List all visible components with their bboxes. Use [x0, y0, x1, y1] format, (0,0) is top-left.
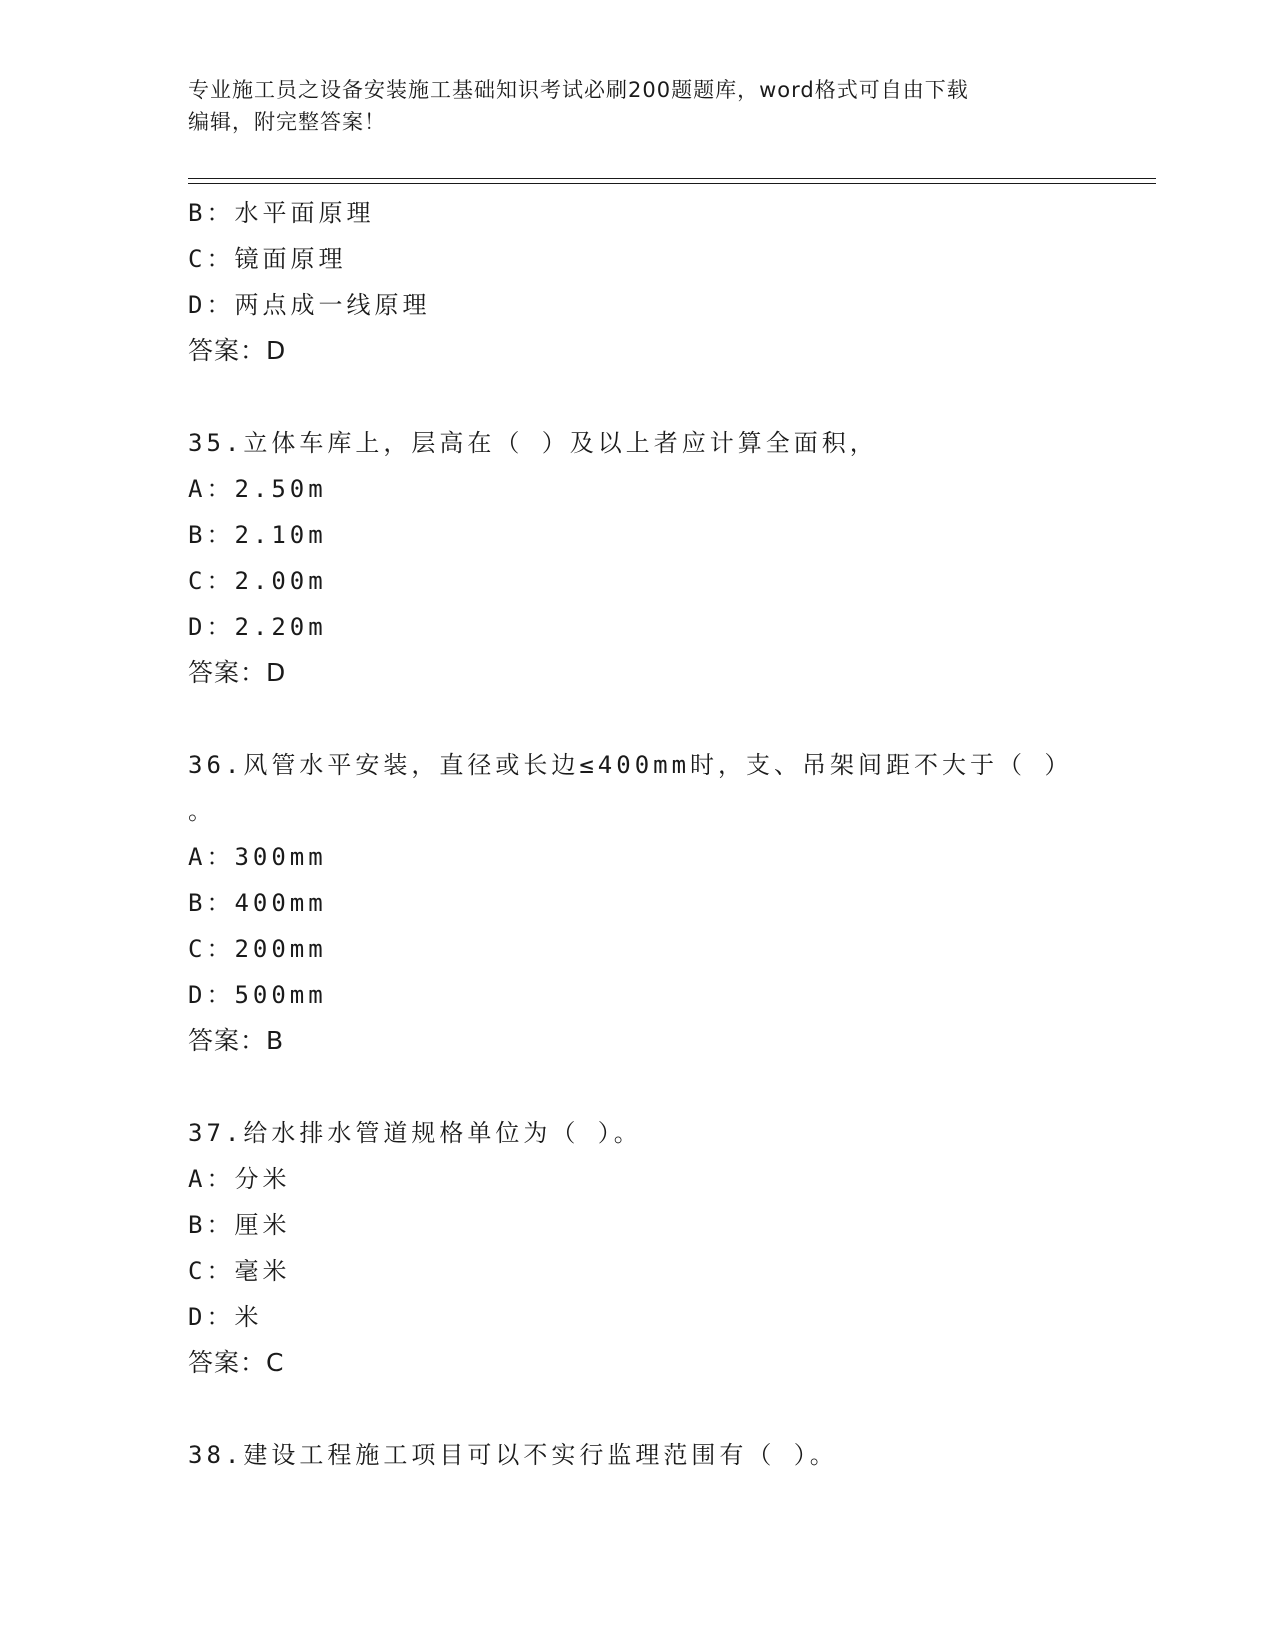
question-stem: 36.风管水平安装，直径或长边≤400mm时，支、吊架间距不大于（ ） — [188, 751, 1073, 779]
option-d: D：2.20m — [188, 613, 327, 641]
question-stem: 38.建设工程施工项目可以不实行监理范围有（ ）。 — [188, 1441, 838, 1469]
option-a: A：分米 — [188, 1165, 291, 1193]
option-b: B：水平面原理 — [188, 199, 375, 227]
answer: 答案：C — [188, 1348, 285, 1377]
header-line-1: 专业施工员之设备安装施工基础知识考试必刷200题题库，word格式可自由下载 — [188, 78, 969, 102]
document-header — [188, 74, 1068, 138]
spacer — [188, 1386, 1088, 1432]
option-b: B：2.10m — [188, 521, 327, 549]
spacer — [188, 696, 1088, 742]
option-b: B：400mm — [188, 889, 327, 917]
header-line-2: 编辑，附完整答案！ — [188, 110, 386, 134]
option-c: C：镜面原理 — [188, 245, 347, 273]
answer: 答案：D — [188, 658, 287, 687]
header-divider-top — [188, 178, 1156, 179]
answer: 答案：B — [188, 1026, 285, 1055]
answer: 答案：D — [188, 336, 287, 365]
question-list — [188, 190, 1088, 1478]
option-a: A：2.50m — [188, 475, 327, 503]
option-c: C：200mm — [188, 935, 327, 963]
question-34-tail — [188, 190, 1088, 374]
question-stem: 37.给水排水管道规格单位为（ ）。 — [188, 1119, 642, 1147]
question-35 — [188, 420, 1088, 696]
option-b: B：厘米 — [188, 1211, 291, 1239]
question-38 — [188, 1432, 1088, 1478]
option-d: D：两点成一线原理 — [188, 291, 431, 319]
question-37 — [188, 1110, 1088, 1386]
option-d: D：500mm — [188, 981, 327, 1009]
option-a: A：300mm — [188, 843, 327, 871]
question-stem-continuation: 。 — [188, 797, 216, 825]
header-divider-bottom — [188, 183, 1156, 184]
option-c: C：2.00m — [188, 567, 327, 595]
spacer — [188, 374, 1088, 420]
spacer — [188, 1064, 1088, 1110]
question-36 — [188, 742, 1088, 1064]
option-c: C：毫米 — [188, 1257, 291, 1285]
question-stem: 35.立体车库上，层高在（ ）及以上者应计算全面积， — [188, 429, 878, 457]
option-d: D：米 — [188, 1303, 263, 1331]
